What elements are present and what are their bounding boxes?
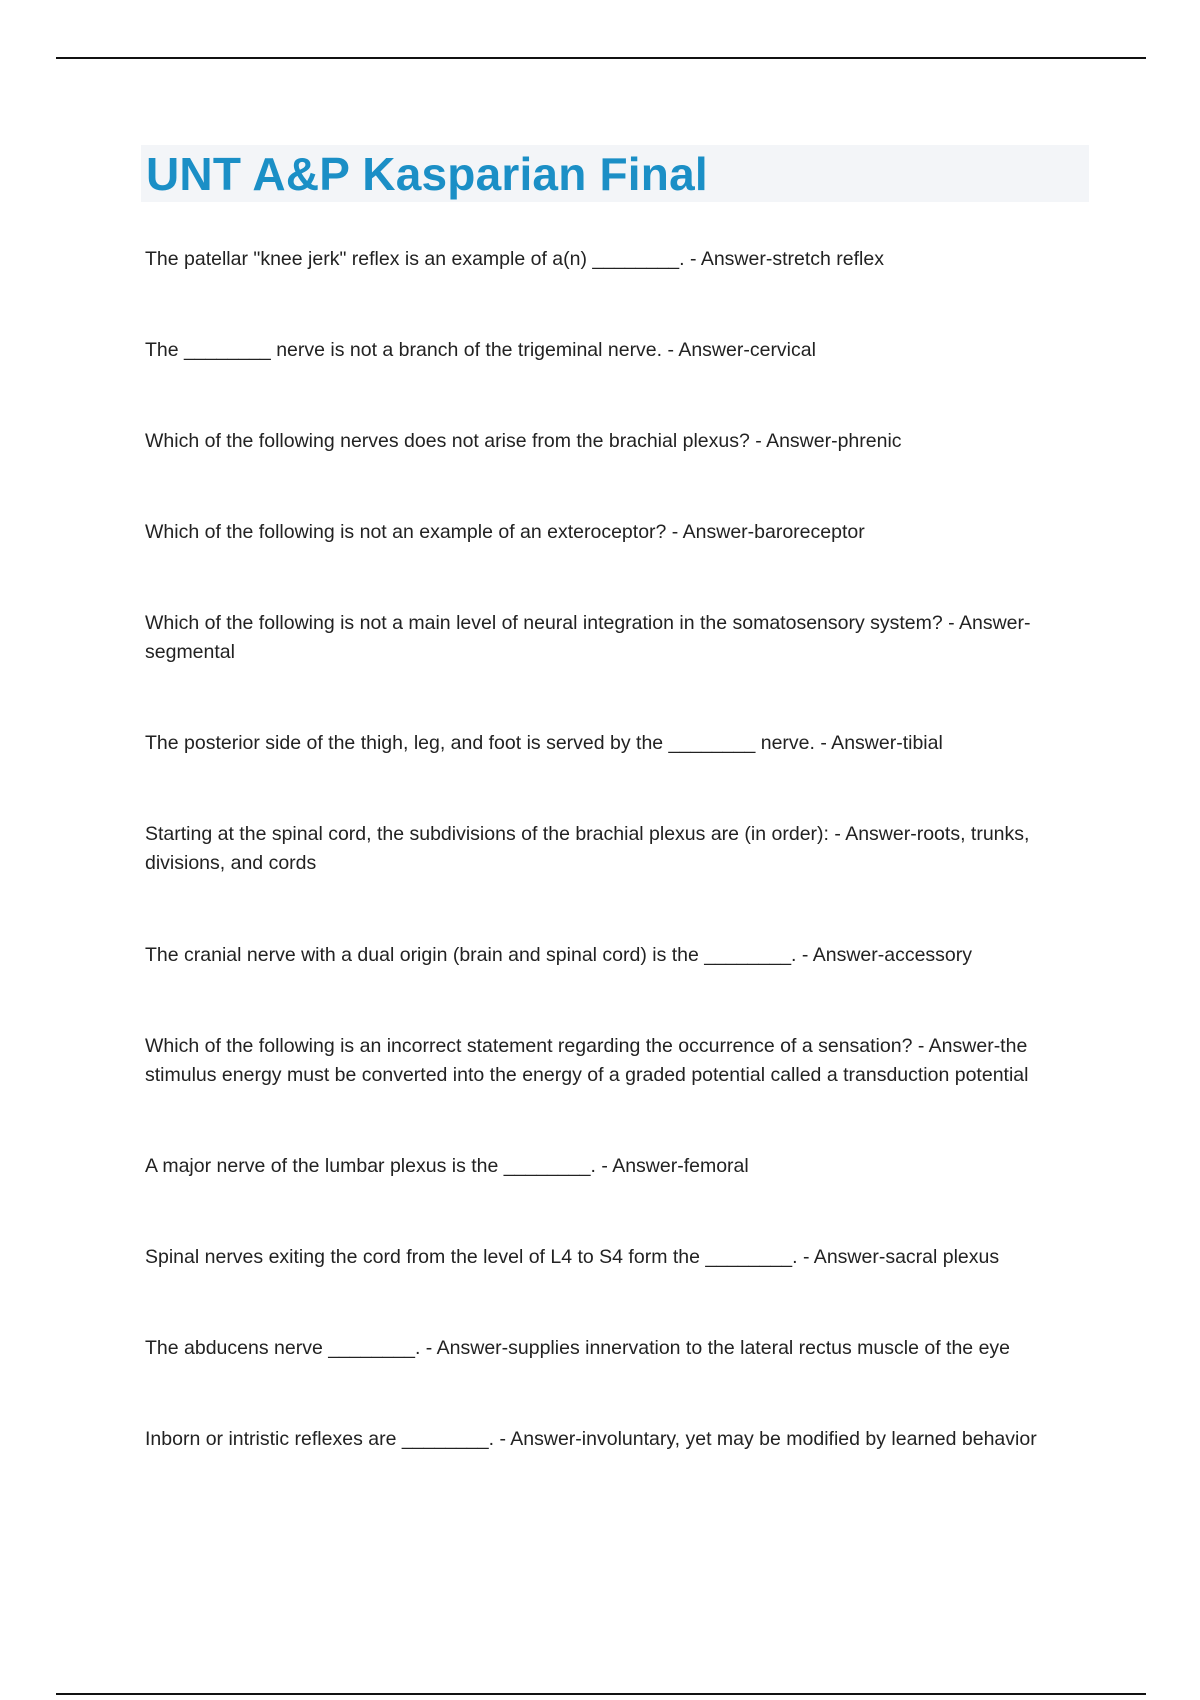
qa-item: A major nerve of the lumbar plexus is the ________. - Answer-femoral [145,1155,749,1177]
qa-item: Which of the following is an incorrect statement regarding the occurrence of a sensation? - Answer-the stimulus energy must be converted into the energy of a graded potential called a transduction potential [145,1035,1029,1086]
top-rule [56,57,1146,59]
qa-item: The ________ nerve is not a branch of the trigeminal nerve. - Answer-cervical [145,339,816,361]
qa-item: Spinal nerves exiting the cord from the level of L4 to S4 form the ________. - Answer-sacral plexus [145,1246,1000,1268]
qa-item: The patellar "knee jerk" reflex is an example of a(n) ________. - Answer-stretch reflex [145,248,884,270]
bottom-rule [56,1693,1146,1695]
qa-item: Inborn or intristic reflexes are ________. - Answer-involuntary, yet may be modified by learned behavior [145,1428,1037,1450]
qa-item: The abducens nerve ________. - Answer-supplies innervation to the lateral rectus muscle of the eye [145,1337,1011,1359]
qa-item: Starting at the spinal cord, the subdivisions of the brachial plexus are (in order): - Answer-roots, trunks, divisions, and cords [145,823,1030,874]
document-title: UNT A&P Kasparian Final [146,148,708,200]
qa-item: Which of the following nerves does not arise from the brachial plexus? - Answer-phrenic [145,430,902,452]
qa-item: The cranial nerve with a dual origin (brain and spinal cord) is the ________. - Answer-accessory [145,944,973,966]
qa-item: Which of the following is not a main level of neural integration in the somatosensory system? - Answer-segmental [145,612,1031,663]
qa-item: The posterior side of the thigh, leg, and foot is served by the ________ nerve. - Answer-tibial [145,732,943,754]
qa-item: Which of the following is not an example of an exteroceptor? - Answer-baroreceptor [145,521,865,543]
